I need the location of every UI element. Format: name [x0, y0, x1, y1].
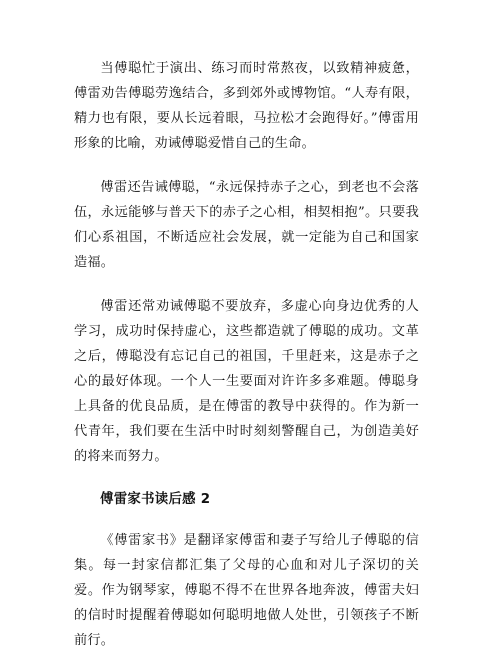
section-heading: 傅雷家书读后感 2 — [100, 492, 211, 507]
paragraph-2: 傅雷还告诫傅聪，“永远保持赤子之心，到老也不会落伍，永远能够与普天下的赤子之心相，相契相抱”。只要我们心系祖国，不断适应社会发展，就一定能为自己和国家造福。 — [74, 180, 419, 270]
section-paragraph-1: 《傅雷家书》是翻译家傅雷和妻子写给儿子傅聪的信集。每一封家信都汇集了父母的心血和对儿子深切的关爱。作为钢琴家，傅聪不得不在世界各地奔波，傅雷夫妇的信时时提醒着傅聪如何聪明地做人处世，引领孩子不断前行。 — [74, 533, 419, 648]
document-body — [74, 56, 419, 672]
paragraph-3: 傅雷还常劝诫傅聪不要放弃，多虚心向身边优秀的人学习，成功时保持虚心，这些都造就了傅聪的成功。文革之后，傅聪没有忘记自己的祖国，千里赶来，这是赤子之心的最好体现。一个人一生要面对许许多多难题。傅聪身上具备的优良品质，是在傅雷的教导中获得的。作为新一代青年，我们要在生活中时时刻刻警醒自己，为创造美好的将来而努力。 — [74, 299, 419, 464]
paragraph-1: 当傅聪忙于演出、练习而时常熬夜，以致精神疲惫，傅雷劝告傅聪劳逸结合，多到郊外或博物馆。“人寿有限，精力也有限，要从长远着眼，马拉松才会跑得好。”傅雷用形象的比喻，劝诫傅聪爱惜自己的生命。 — [74, 61, 419, 151]
